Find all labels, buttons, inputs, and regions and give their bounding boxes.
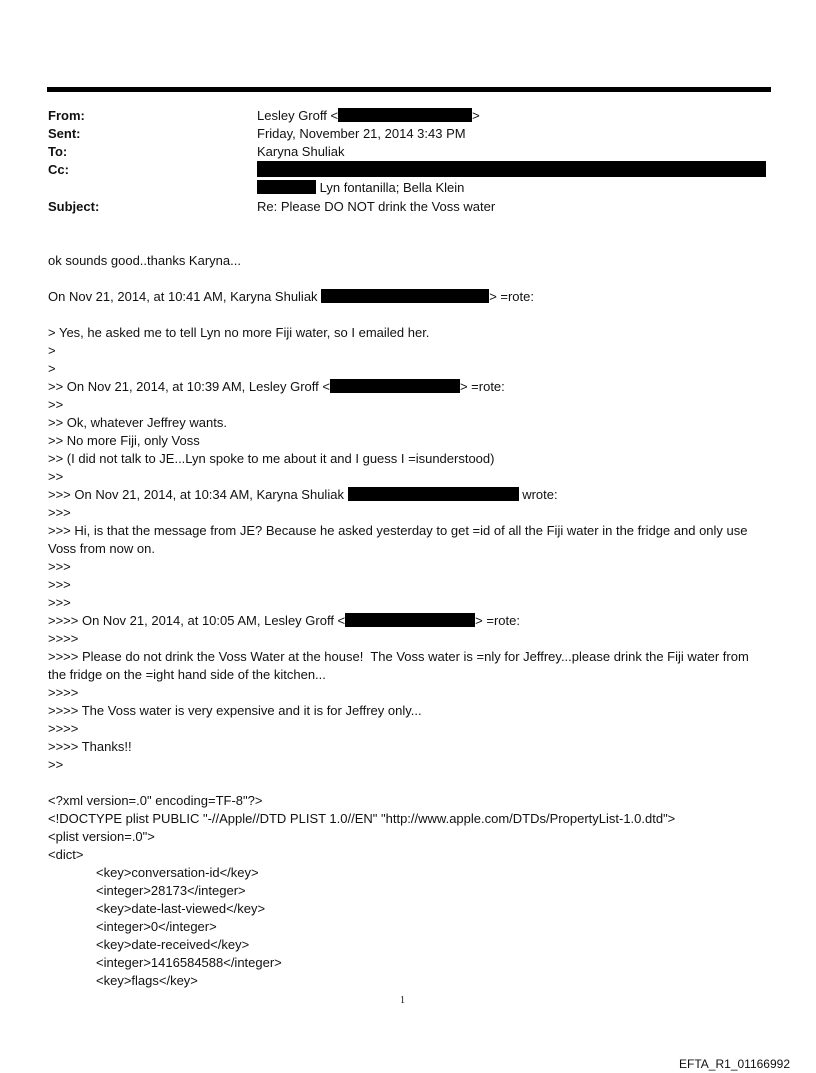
subject-label: Subject:	[48, 199, 100, 214]
body-line: > Yes, he asked me to tell Lyn no more Fiji water, so I emailed her.	[48, 325, 430, 340]
redaction-box	[345, 613, 475, 627]
body-line: >> Ok, whatever Jeffrey wants.	[48, 415, 227, 430]
body-line: >	[48, 343, 56, 358]
quote-header-line: >>> On Nov 21, 2014, at 10:34 AM, Karyna Shuliak wrote:	[48, 487, 558, 502]
plist-line: <integer>28173</integer>	[96, 883, 246, 898]
cc-names: Lyn fontanilla; Bella Klein	[319, 180, 465, 195]
plist-line: <dict>	[48, 847, 84, 862]
body-line: >>>	[48, 505, 71, 520]
to-label: To:	[48, 144, 68, 159]
cc-value-line2	[257, 179, 464, 197]
plist-line: <key>conversation-id</key>	[96, 865, 259, 880]
from-value	[257, 107, 480, 125]
body-line: >>>	[48, 595, 71, 610]
body-line: >>>>	[48, 631, 79, 646]
body-line: >>	[48, 757, 64, 772]
body-line: >>	[48, 397, 64, 412]
from-name: Lesley Groff <	[257, 108, 339, 123]
from-label: From:	[48, 108, 85, 123]
email-body	[48, 252, 770, 990]
redaction-box	[257, 161, 766, 177]
body-line: ok sounds good..thanks Karyna...	[48, 253, 241, 268]
header-rule	[47, 87, 771, 92]
quote-header-line: >>>> On Nov 21, 2014, at 10:05 AM, Lesley Groff < > =rote:	[48, 613, 520, 628]
sent-value: Friday, November 21, 2014 3:43 PM	[257, 126, 466, 141]
body-line: >>>	[48, 577, 71, 592]
redaction-box	[348, 487, 519, 501]
body-line: >>>> Please do not drink the Voss Water at the house! The Voss water is =nly for Jeffrey...please drink the Fiji water from the fridge on the =ight hand side of the kitchen...	[48, 649, 753, 682]
plist-line: <key>date-received</key>	[96, 937, 250, 952]
plist-line: <?xml version=.0" encoding=TF-8"?>	[48, 793, 263, 808]
body-line: >> (I did not talk to JE...Lyn spoke to me about it and I guess I =isunderstood)	[48, 451, 495, 466]
body-line: >>>	[48, 559, 71, 574]
redaction-box	[321, 289, 489, 303]
cc-redaction	[257, 161, 766, 180]
from-close: >	[472, 108, 480, 123]
plist-line: <key>date-last-viewed</key>	[96, 901, 266, 916]
quote-header-line: >> On Nov 21, 2014, at 10:39 AM, Lesley Groff < > =rote:	[48, 379, 505, 394]
quote-header-line: On Nov 21, 2014, at 10:41 AM, Karyna Shuliak > =rote:	[48, 289, 534, 304]
sent-label: Sent:	[48, 126, 81, 141]
to-value: Karyna Shuliak	[257, 144, 345, 159]
body-line: >>> Hi, is that the message from JE? Because he asked yesterday to get =id of all the Fiji water in the fridge and only use Voss from now on.	[48, 523, 752, 556]
redaction-box	[330, 379, 460, 393]
plist-line: <key>flags</key>	[96, 973, 198, 988]
body-line: >>	[48, 469, 64, 484]
plist-line: <!DOCTYPE plist PUBLIC "-//Apple//DTD PLIST 1.0//EN" "http://www.apple.com/DTDs/PropertyList-1.0.dtd">	[48, 811, 676, 826]
body-line: >>>>	[48, 685, 79, 700]
page-number: 1	[400, 995, 405, 1006]
bates-number: EFTA_R1_01166992	[679, 1057, 790, 1071]
plist-line: <plist version=.0">	[48, 829, 155, 844]
body-line: >> No more Fiji, only Voss	[48, 433, 200, 448]
plist-line: <integer>0</integer>	[96, 919, 217, 934]
plist-line: <integer>1416584588</integer>	[96, 955, 282, 970]
body-line: >>>> The Voss water is very expensive and it is for Jeffrey only...	[48, 703, 422, 718]
redaction-box	[338, 108, 472, 122]
cc-label: Cc:	[48, 162, 69, 177]
body-line: >	[48, 361, 56, 376]
body-line: >>>>	[48, 721, 79, 736]
body-line: >>>> Thanks!!	[48, 739, 132, 754]
redaction-box	[257, 180, 316, 194]
subject-value: Re: Please DO NOT drink the Voss water	[257, 199, 496, 214]
